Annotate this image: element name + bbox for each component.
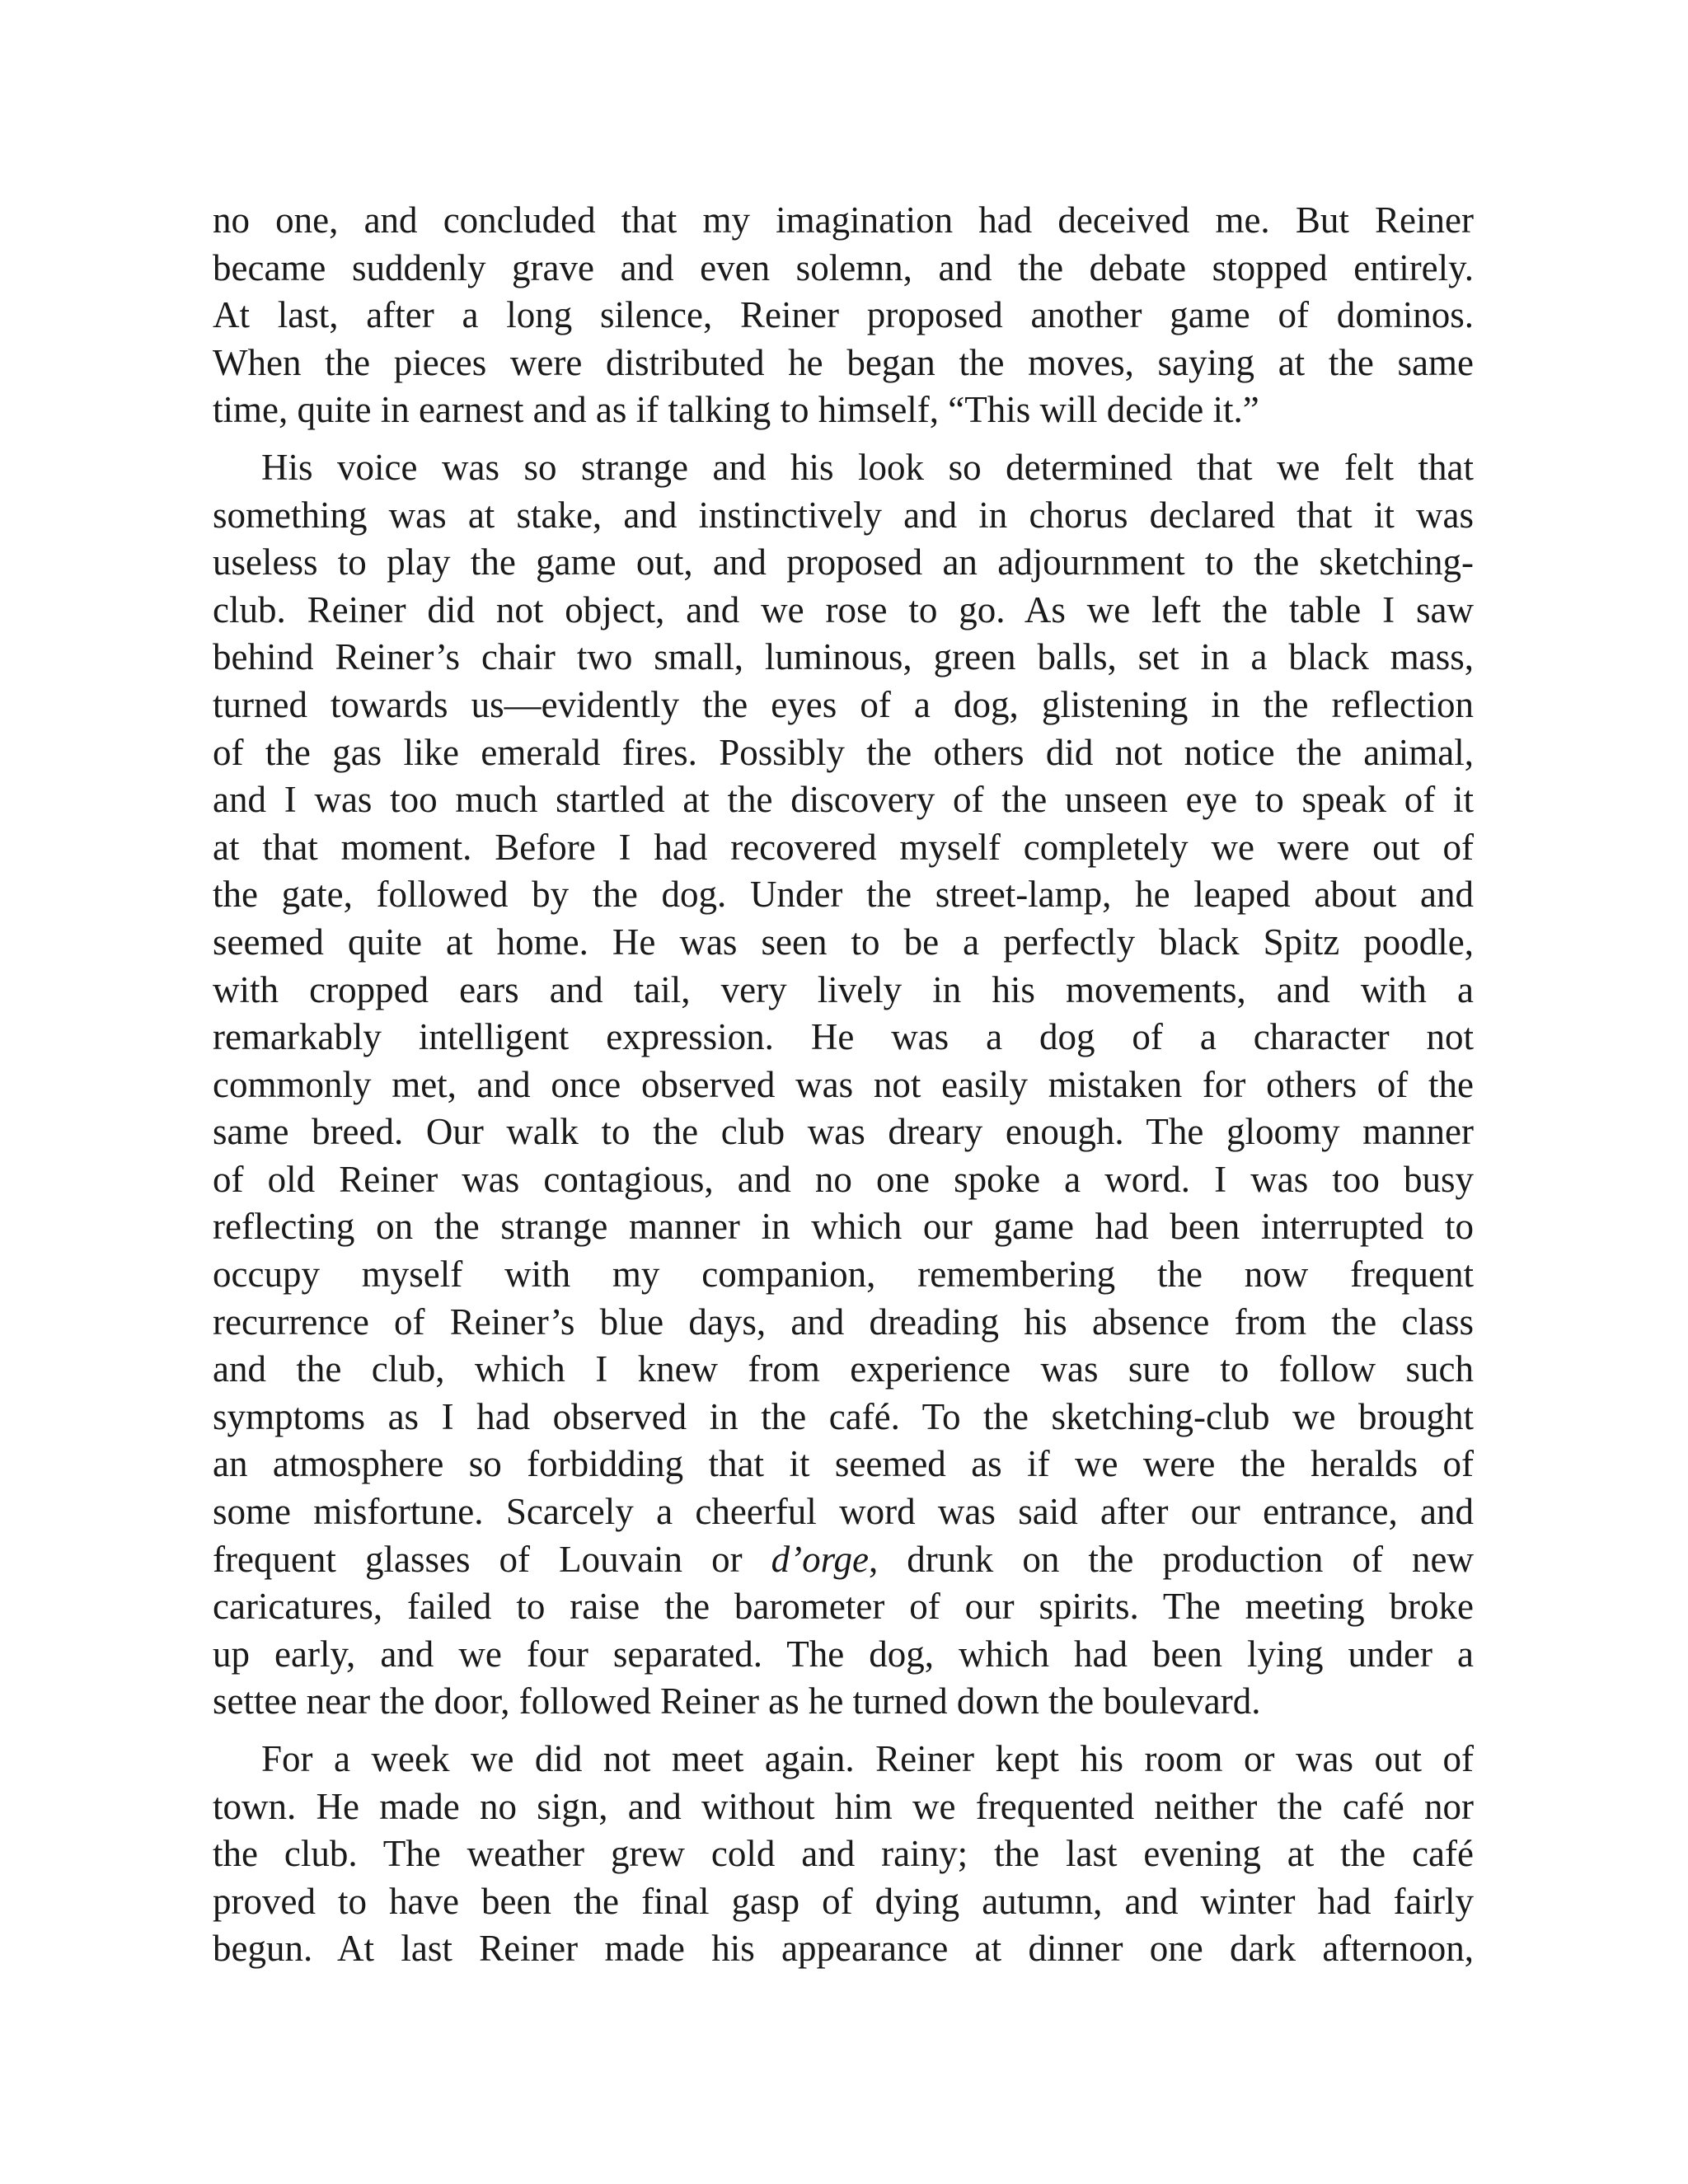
text-line: club. Reiner did not object, and we rose to go. As we left the table I saw xyxy=(213,588,1474,630)
text-line: time, quite in earnest and as if talking to himself, “This will decide it.” xyxy=(213,389,1259,431)
text-line: no one, and concluded that my imagination had deceived me. But Reiner xyxy=(213,199,1474,241)
text-line: and I was too much startled at the discovery of the unseen eye to speak of it xyxy=(213,779,1474,821)
italic-term: d’orge xyxy=(771,1538,869,1580)
text-line: recurrence of Reiner’s blue days, and dreading his absence from the class xyxy=(213,1301,1474,1343)
paragraph-2 xyxy=(213,444,1474,1726)
text-line: up early, and we four separated. The dog, which had been lying under a xyxy=(213,1633,1474,1675)
text-line: reflecting on the strange manner in which our game had been interrupted to xyxy=(213,1206,1474,1248)
text-line: symptoms as I had observed in the café. To the sketching-club we brought xyxy=(213,1395,1474,1437)
text-segment: , drunk on the production of new xyxy=(868,1538,1474,1580)
text-line: turned towards us—evidently the eyes of a dog, glistening in the reflection xyxy=(213,683,1474,725)
text-line: His voice was so strange and his look so determined that we felt that xyxy=(261,446,1474,488)
text-line: of the gas like emerald fires. Possibly the others did not notice the animal, xyxy=(213,731,1474,773)
paragraph-1 xyxy=(213,197,1474,434)
text-line: remarkably intelligent expression. He was a dog of a character not xyxy=(213,1016,1474,1058)
text-line: For a week we did not meet again. Reiner kept his room or was out of xyxy=(261,1738,1474,1779)
paragraph-3 xyxy=(213,1736,1474,1973)
text-line: caricatures, failed to raise the barometer of our spirits. The meeting broke xyxy=(213,1586,1474,1628)
text-segment: frequent glasses of Louvain or xyxy=(213,1538,771,1580)
text-line-with-italic xyxy=(213,1536,1474,1584)
text-line: something was at stake, and instinctively and in chorus declared that it was xyxy=(213,494,1474,536)
text-line: of old Reiner was contagious, and no one spoke a word. I was too busy xyxy=(213,1158,1474,1200)
text-line: an atmosphere so forbidding that it seemed as if we were the heralds of xyxy=(213,1443,1474,1485)
text-line: became suddenly grave and even solemn, and the debate stopped entirely. xyxy=(213,246,1474,288)
body-text xyxy=(213,197,1474,1973)
text-line: At last, after a long silence, Reiner proposed another game of dominos. xyxy=(213,294,1474,336)
text-line: the club. The weather grew cold and rainy; the last evening at the café xyxy=(213,1833,1474,1875)
text-line: occupy myself with my companion, remembering the now frequent xyxy=(213,1254,1474,1296)
text-line: When the pieces were distributed he began the moves, saying at the same xyxy=(213,341,1474,383)
text-line: the gate, followed by the dog. Under the street-lamp, he leaped about and xyxy=(213,874,1474,916)
text-line: settee near the door, followed Reiner as he turned down the boulevard. xyxy=(213,1680,1261,1722)
text-line: commonly met, and once observed was not easily mistaken for others of the xyxy=(213,1063,1474,1105)
text-line: town. He made no sign, and without him we frequented neither the café nor xyxy=(213,1785,1474,1827)
text-line: seemed quite at home. He was seen to be a perfectly black Spitz poodle, xyxy=(213,921,1474,963)
text-line: behind Reiner’s chair two small, luminous, green balls, set in a black mass, xyxy=(213,636,1474,678)
text-line: with cropped ears and tail, very lively in his movements, and with a xyxy=(213,968,1474,1010)
text-line: proved to have been the final gasp of dying autumn, and winter had fairly xyxy=(213,1880,1474,1922)
text-line: some misfortune. Scarcely a cheerful word was said after our entrance, and xyxy=(213,1491,1474,1533)
text-line: useless to play the game out, and proposed an adjournment to the sketching- xyxy=(213,541,1474,583)
text-line: at that moment. Before I had recovered myself completely we were out of xyxy=(213,826,1474,868)
text-line: and the club, which I knew from experience was sure to follow such xyxy=(213,1348,1474,1390)
text-line: same breed. Our walk to the club was dreary enough. The gloomy manner xyxy=(213,1111,1474,1153)
text-line: begun. At last Reiner made his appearance at dinner one dark afternoon, xyxy=(213,1928,1474,1970)
